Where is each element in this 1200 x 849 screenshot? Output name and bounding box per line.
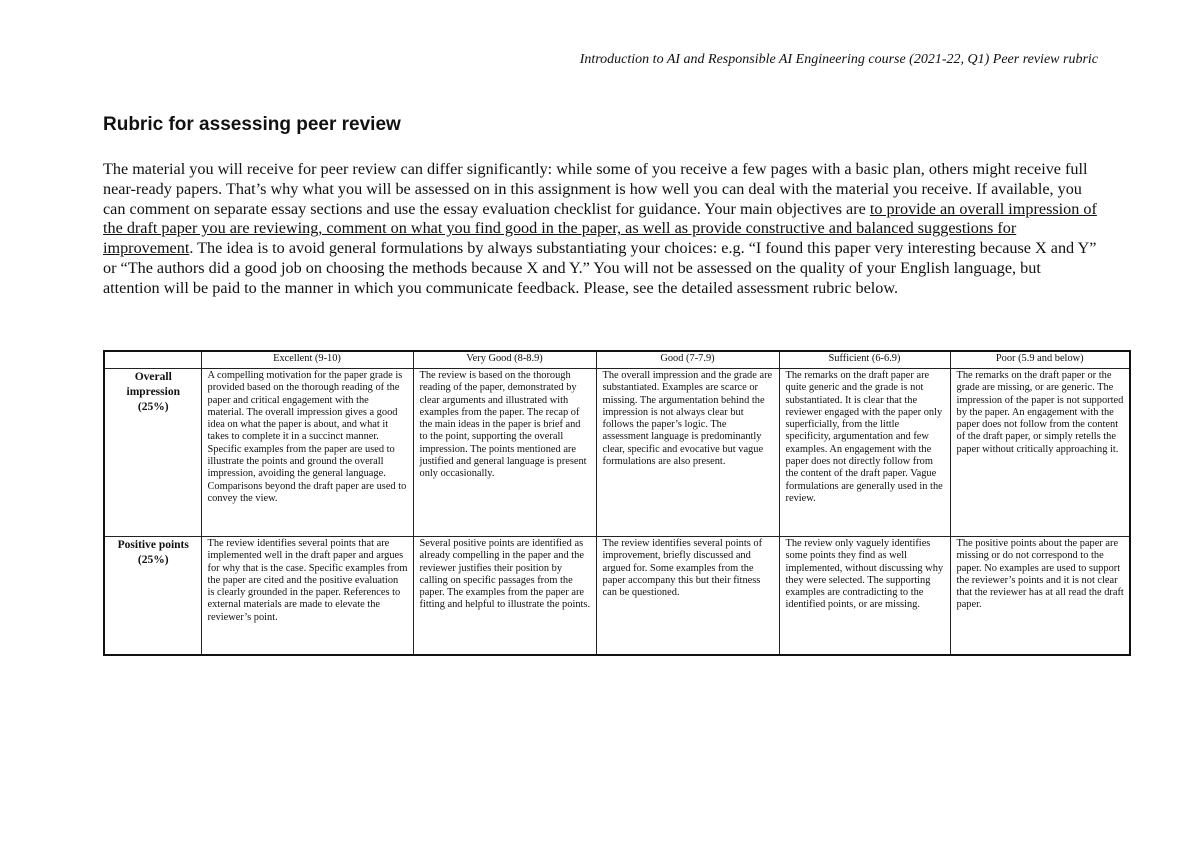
- intro-text-1: The material you will receive for peer review can differ significantly: while some of you receive a few pages with a basic plan, others might receive full near-ready papers. That’s why what you will be assessed on in this assignment is how well you can deal with the material you receive. If available, you can comment on separate essay sections and use the essay evaluation checklist for guidance. Your main objectives are: [103, 160, 1088, 218]
- descriptor-cell: The review is based on the thorough reading of the paper, demonstrated by clear arguments and illustrated with examples from the paper. The recap of the main ideas in the paper is brief and to the point, supporting the overall impression. The points mentioned are justified and general language is present only occasionally.: [413, 369, 596, 537]
- page-title: Rubric for assessing peer review: [103, 114, 401, 135]
- descriptor-cell: The review only vaguely identifies some points they find as well implemented, without discussing why they were selected. The supporting examples are contradicting to the identified points, or are missing.: [779, 537, 950, 656]
- level-excellent: Excellent (9-10): [201, 351, 413, 369]
- criterion-positive-points: Positive points (25%): [104, 537, 201, 656]
- level-poor: Poor (5.9 and below): [950, 351, 1130, 369]
- intro-paragraph: [103, 160, 1099, 299]
- rubric-corner-cell: [104, 351, 201, 369]
- rubric-header-row: [104, 351, 1130, 369]
- intro-underlined-objectives: to provide an overall impression of the draft paper you are reviewing, comment on what you find good in the paper, as well as provide constructive and balanced suggestions for improvement: [103, 199, 1097, 258]
- criterion-overall-impression: Overall impression (25%): [104, 369, 201, 537]
- descriptor-cell: The overall impression and the grade are substantiated. Examples are scarce or missing. The argumentation behind the impression is not always clear but follows the paper’s logic. The assessment language is predominantly clear, specific and evocative but vague formulations are also present.: [596, 369, 779, 537]
- descriptor-cell: The remarks on the draft paper or the grade are missing, or are generic. The impression of the paper is not supported by the paper. An engagement with the paper does not follow from the content of the draft paper, or simply retells the paper without critically approaching it.: [950, 369, 1130, 537]
- table-row: [104, 537, 1130, 656]
- descriptor-cell: The review identifies several points of improvement, briefly discussed and argued for. Some examples from the paper accompany this but their fitness can be questioned.: [596, 537, 779, 656]
- rubric-table: [103, 350, 1131, 656]
- level-sufficient: Sufficient (6-6.9): [779, 351, 950, 369]
- descriptor-cell: Several positive points are identified as already compelling in the paper and the reviewer justifies their position by calling on specific passages from the paper. The examples from the paper are fitting and helpful to illustrate the points.: [413, 537, 596, 656]
- level-good: Good (7-7.9): [596, 351, 779, 369]
- descriptor-cell: The positive points about the paper are missing or do not correspond to the paper. No examples are used to support the reviewer’s points and it is not clear that the reviewer has at all read the draft paper.: [950, 537, 1130, 656]
- running-header: Introduction to AI and Responsible AI Engineering course (2021-22, Q1) Peer review rubric: [579, 52, 1098, 67]
- level-very-good: Very Good (8-8.9): [413, 351, 596, 369]
- descriptor-cell: The review identifies several points that are implemented well in the draft paper and argues for why that is the case. Specific examples from the paper are cited and the positive evaluation is clearly grounded in the paper. References to external materials are made to elevate the reviewer’s point.: [201, 537, 413, 656]
- descriptor-cell: The remarks on the draft paper are quite generic and the grade is not substantiated. It is clear that the reviewer engaged with the paper only superficially, from the little specificity, argumentation and few examples. An engagement with the paper does not directly follow from the content of the draft paper. Vague formulations are generally used in the review.: [779, 369, 950, 537]
- descriptor-cell: A compelling motivation for the paper grade is provided based on the thorough reading of the paper and critical engagement with the material. The overall impression gives a good idea on what the paper is about, and what it takes to complete it in a succinct manner. Specific examples from the paper are used to illustrate the points and ground the overall impression, avoiding the general language. Comparisons beyond the draft paper are used to convey the view.: [201, 369, 413, 537]
- table-row: [104, 369, 1130, 537]
- intro-text-2: . The idea is to avoid general formulations by always substantiating your choices: e.g. “I found this paper very interesting because X and Y” or “The authors did a good job on choosing the methods because X and Y.” You will not be assessed on the quality of your English language, but attention will be paid to the manner in which you communicate feedback. Please, see the detailed assessment rubric below.: [103, 239, 1097, 297]
